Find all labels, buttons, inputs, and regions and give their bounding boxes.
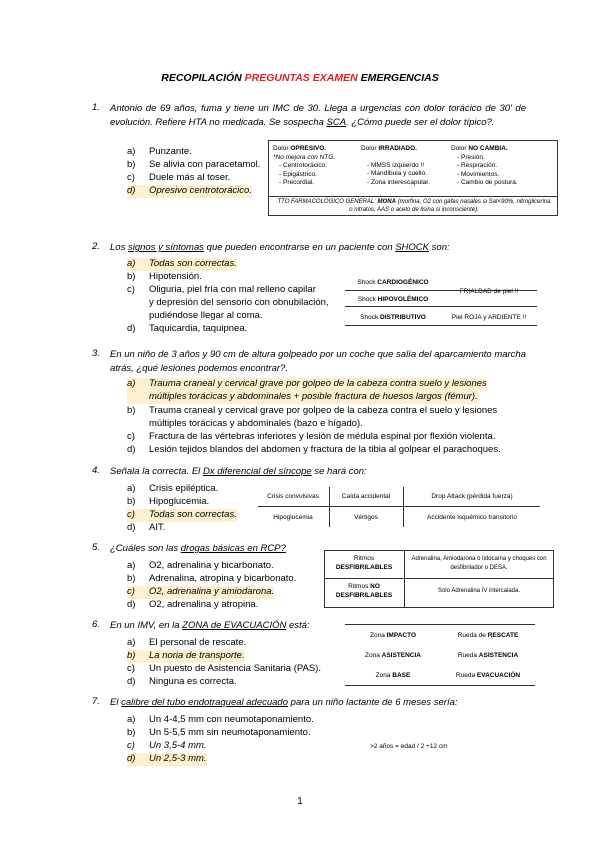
q1-col-no-change: Dolor NO CAMBIA. - Presión. - Respiración. - Movimientos. - Cambio de postura. bbox=[451, 145, 547, 188]
q2-shock-cold-skin: FRIALDAD de piel !! bbox=[459, 288, 519, 295]
q4-number: 4. bbox=[92, 465, 100, 476]
q3-option-a-line2: múltiples torácicas y abdominales + posible fractura de huesos largos (fémur). bbox=[127, 391, 478, 404]
q3-option-b: b) Trauma craneal y cervical grave por golpeo de la cabeza contra el suelo y lesiones bbox=[127, 405, 498, 416]
q6-zones-table bbox=[345, 624, 535, 686]
document-title bbox=[0, 72, 600, 84]
q6-assistance-wheel: Rueda ASISTENCIA bbox=[457, 652, 519, 659]
q3-option-d: d) Lesión tejidos blandos del abdomen y fractura de la tibia al golpear el parachoques. bbox=[127, 444, 501, 455]
q6-option-c: c) Un puesto de Asistencia Sanitaria (PAS). bbox=[127, 663, 321, 674]
q6-option-a: a) El personal de rescate. bbox=[127, 637, 247, 648]
q5-option-d: d) O2, adrenalina y atropina. bbox=[127, 599, 259, 610]
title-part-1: RECOPILACIÓN bbox=[161, 72, 245, 84]
q1-option-d-correct: d) Opresivo centrotorácico. bbox=[127, 185, 252, 196]
q2-text: Los signos y síntomas que pueden encontrarse en un paciente con SHOCK son: bbox=[110, 242, 450, 253]
q1-pain-box bbox=[268, 140, 558, 216]
q3-option-b-line2: múltiples torácicas y abdominales (bazo e hígado). bbox=[149, 418, 363, 429]
q2-option-c: c) Oliguria, piel fría con mal relleno capilar bbox=[127, 284, 316, 295]
q1-box-divider bbox=[269, 196, 557, 197]
q4-option-b: b) Hipoglucemia. bbox=[127, 496, 210, 507]
q6-rescue-wheel: Rueda de RESCATE bbox=[457, 632, 519, 639]
q5-shockable-treatment: Adrenalina, Amiodarona o lidocaína y choques con desfibrilador o DESA. bbox=[411, 556, 547, 571]
q1-number: 1. bbox=[92, 102, 100, 113]
q6-option-b-correct: b) La noria de transporte. bbox=[127, 650, 245, 661]
q4-cell-fall: Caída accidental bbox=[341, 493, 391, 500]
q1-option-b: b) Se alivia con paracetamol. bbox=[127, 159, 261, 170]
q4-option-d: d) AIT. bbox=[127, 522, 166, 533]
q7-formula: >2 años = edad / 2 +12 cm bbox=[370, 743, 448, 750]
q5-option-c-correct: c) O2, adrenalina y amiodarona. bbox=[127, 586, 275, 597]
q3-text: En un niño de 3 años y 90 cm de altura golpeado por un coche que salía del aparcamiento marcha atrás, ¿qué lesiones podemos encontrar?. bbox=[110, 349, 526, 374]
q2-shock-red-skin: Piel ROJA y ARDIENTE !! bbox=[451, 314, 527, 321]
q3-option-c: c) Fractura de las vértebras inferiores y lesión de médula espinal por flexión violenta. bbox=[127, 431, 496, 442]
q5-option-a: a) O2, adrenalina y bicarbonato. bbox=[127, 560, 274, 571]
q1-text: Antonio de 69 años, fuma y tiene un IMC de 30. Llega a urgencias con dolor torácico de 30' de evolución. Refiere HTA no medicada. Se sospecha SCA. ¿Cómo puede ser el dolor típico?. bbox=[110, 103, 526, 128]
q2-option-d: d) Taquicardia, taquipnea. bbox=[127, 323, 248, 334]
q2-option-a-correct: a) Todas son correctas. bbox=[127, 258, 237, 269]
q5-number: 5. bbox=[92, 542, 100, 553]
q3-option-a-correct: a) Trauma craneal y cervical grave por golpeo de la cabeza contra suelo y lesiones bbox=[127, 378, 487, 389]
q4-cell-tia: Accidente isquémico transitorio bbox=[427, 514, 517, 521]
q5-option-b: b) Adrenalina, atropina y bicarbonato. bbox=[127, 573, 297, 584]
page-number: 1 bbox=[297, 796, 303, 807]
q2-shock-table bbox=[345, 278, 537, 326]
q6-zone-base: Zona BASE bbox=[375, 672, 411, 679]
q5-non-shockable: Ritmos NO DESFIBRILABLES bbox=[335, 583, 393, 599]
q2-number: 2. bbox=[92, 241, 100, 252]
q5-non-shockable-treatment: Solo Adrenalina IV intercalada. bbox=[437, 588, 521, 594]
q4-cell-seizures: Crisis convulsivas bbox=[267, 493, 319, 500]
q3-number: 3. bbox=[92, 348, 100, 359]
q5-rhythm-table bbox=[324, 550, 554, 608]
title-part-3: EMERGENCIAS bbox=[357, 72, 439, 84]
q7-option-b: b) Un 5-5,5 mm sin neumotaponamiento. bbox=[127, 727, 311, 738]
q7-option-d-correct: d) Un 2,5-3 mm. bbox=[127, 753, 207, 764]
q4-syncope-table bbox=[258, 487, 540, 527]
q7-text: El calibre del tubo endotraqueal adecuado para un niño lactante de 6 meses sería: bbox=[110, 697, 458, 708]
q6-zone-assistance: Zona ASISTENCIA bbox=[365, 652, 421, 659]
q4-text: Señala la correcta. El Dx diferencial del síncope se hará con: bbox=[110, 466, 367, 477]
q2-option-b: b) Hipotensión. bbox=[127, 271, 202, 282]
q1-option-c: c) Duele más al toser. bbox=[127, 172, 231, 183]
q6-option-d: d) Ninguna es correcta. bbox=[127, 676, 237, 687]
q2-option-c-line3: pudiéndose llegar al coma. bbox=[149, 310, 263, 321]
q1-option-a: a) Punzante. bbox=[127, 146, 192, 157]
q2-option-c-line2: y depresión del sensorio con obnubilación, bbox=[149, 297, 329, 308]
q7-number: 7. bbox=[92, 696, 100, 707]
q5-shockable: Ritmos DESFIBRILABLES bbox=[335, 555, 393, 571]
q7-option-c: c) Un 3,5-4 mm. bbox=[127, 740, 207, 751]
q4-cell-drop-attack: Drop Attack (pérdida fuerza) bbox=[431, 493, 513, 500]
q5-text: ¿Cuáles son las drogas básicas en RCP? bbox=[110, 543, 286, 554]
q1-col-oppressive: Dolor OPRESIVO. *No mejora con NTG. - Centrotorácico. - Epigástrico. - Precordial. bbox=[273, 145, 357, 188]
q6-evacuation-wheel: Rueda EVACUACIÓN bbox=[455, 672, 521, 679]
q4-cell-vertigo: Vértigos bbox=[354, 514, 378, 521]
q6-number: 6. bbox=[92, 619, 100, 630]
q2-shock-cardiogenic: Shock CARDIOGÉNICO bbox=[357, 279, 429, 286]
q4-cell-hypoglycemia: Hipoglucemia bbox=[273, 514, 313, 521]
q1-col-irradiated: Dolor IRRADIADO. - MMSS izquierdo !! - Mandíbula y cuello. - Zona interescapular. bbox=[361, 145, 449, 187]
q7-option-a: a) Un 4-4,5 mm con neumotaponamiento. bbox=[127, 714, 314, 725]
q2-shock-hypovolemic: Shock HIPOVOLÉMICO bbox=[357, 296, 429, 303]
q4-option-a: a) Crisis epiléptica. bbox=[127, 483, 219, 494]
q2-shock-distributive: Shock DISTRIBUTIVO bbox=[360, 314, 426, 321]
q6-text: En un IMV, en la ZONA de EVACUACIÓN está: bbox=[110, 620, 310, 631]
q1-treatment: TTO FARMACOLÓGICO GENERAL: MONA (morfina, O2 con gafas nasales si Sat<90%, nitroglicerina o nitratos, AAS o aceto de lisina si inconsciente). bbox=[277, 199, 551, 213]
title-part-2: PREGUNTAS EXAMEN bbox=[244, 72, 358, 84]
q6-zone-impact: Zona IMPACTO bbox=[370, 632, 416, 639]
q4-option-c-correct: c) Todas son correctas. bbox=[127, 509, 237, 520]
